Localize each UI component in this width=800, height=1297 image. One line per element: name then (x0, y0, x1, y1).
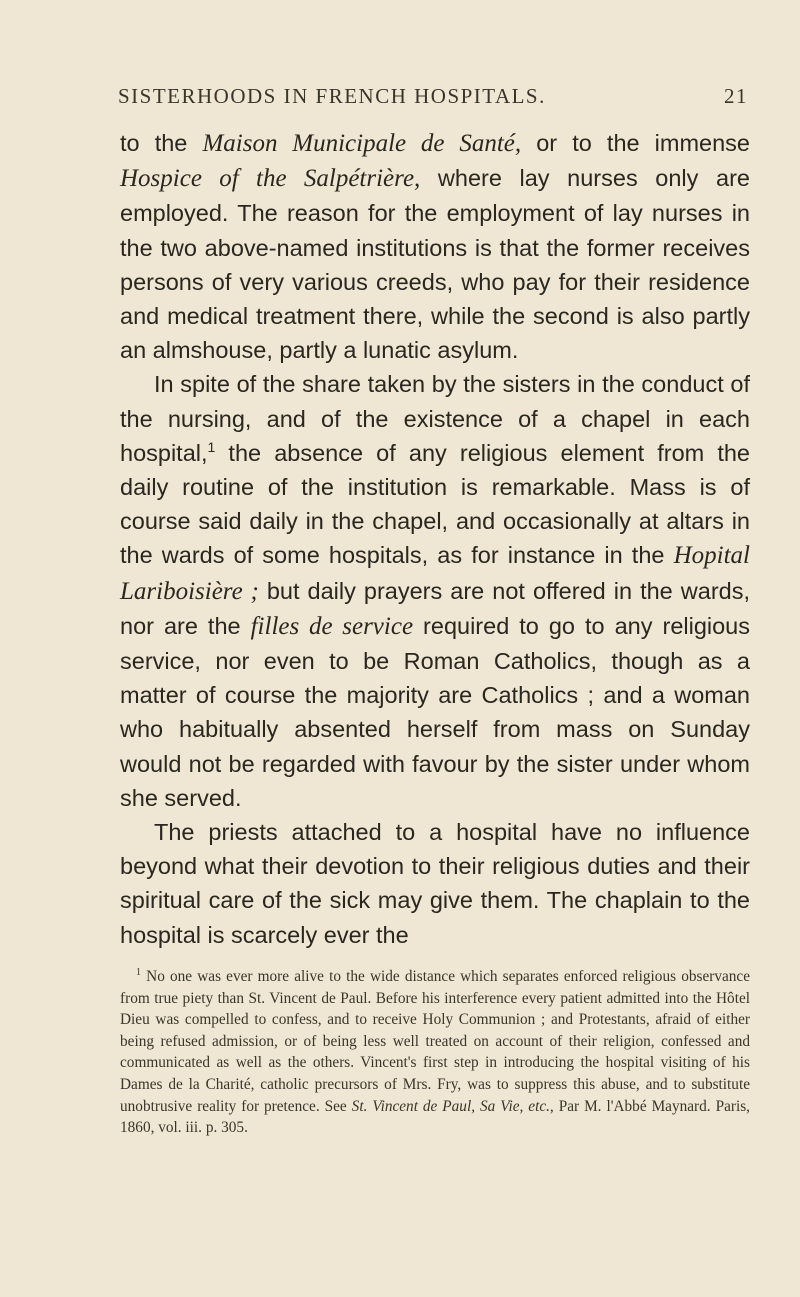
text-run: In spite of the share taken by the sisters in the conduct of the nursing, and of the existence of a chapel in each hospital, (120, 371, 750, 466)
running-header (118, 84, 748, 118)
main-text (120, 126, 750, 952)
paragraph-3: The priests attached to a hospital have no influence beyond what their devotion to their religious duties and their spiritual care of the sick may give them. The chaplain to the hospital is scarcely ever the (120, 819, 750, 948)
header-title: SISTERHOODS IN FRENCH HOSPITALS. (118, 84, 546, 108)
text-run: but daily prayers are not offered in the wards, nor are the (120, 577, 750, 639)
footnote (120, 966, 750, 1139)
text-run: the absence of any religious element from the daily routine of the institution is remarkable. Mass is of course said daily in the chapel, and occasionally at altars in the wards of some hospitals, as for instance in the (120, 439, 750, 569)
text-run: where lay nurses only are employed. The reason for the employment of lay nurses in the two above-named institutions is that the former receives persons of very various creeds, who pay for their residence and medical treatment there, while the second is also partly an almshouse, partly a lunatic asylum. (120, 165, 750, 364)
italic-run: Hospice of the Salpétrière, (120, 165, 421, 193)
italic-run: Maison Municipale de Santé, (202, 130, 522, 157)
text-run: Par M. l'Abbé Maynard. Paris, 1860, vol. iii. p. 305. (120, 1097, 750, 1137)
italic-run: Hopital Lariboisière ; (120, 542, 750, 605)
text-run: No one was ever more alive to the wide distance which separates enforced religious observance from true piety than St. Vincent de Paul. Before his interference every patient admitted into the Hôtel Dieu was compelled to confess, and to receive Holy Communion ; and Protestants, afraid of either being refused admission, or of being less well treated on account of their religion, confessed and communicated as well as the others. Vincent's first step in introducing the hospital visiting of his Dames de la Charité, catholic precursors of Mrs. Fry, was to suppress this abuse, and to substitute unobtrusive reality for pretence. See (120, 968, 750, 1115)
text-run: required to go to any religious service, nor even to be Roman Catholics, though as a matter of course the majority are Catholics ; and a woman who habitually absented herself from mass on Sunday would not be regarded with favour by the sister under whom she served. (120, 612, 751, 811)
paragraph-2 (120, 367, 750, 815)
italic-run: St. Vincent de Paul, Sa Vie, etc., (351, 1097, 554, 1115)
footnote-marker: 1 (136, 966, 141, 978)
footnote-reference: 1 (207, 439, 216, 455)
paragraph-1 (120, 126, 750, 367)
text-run: or to the immense (521, 130, 750, 156)
page-number: 21 (724, 84, 748, 108)
footnote-paragraph (120, 966, 750, 1139)
italic-run: filles de service (250, 612, 414, 640)
text-run: to the (120, 130, 203, 156)
